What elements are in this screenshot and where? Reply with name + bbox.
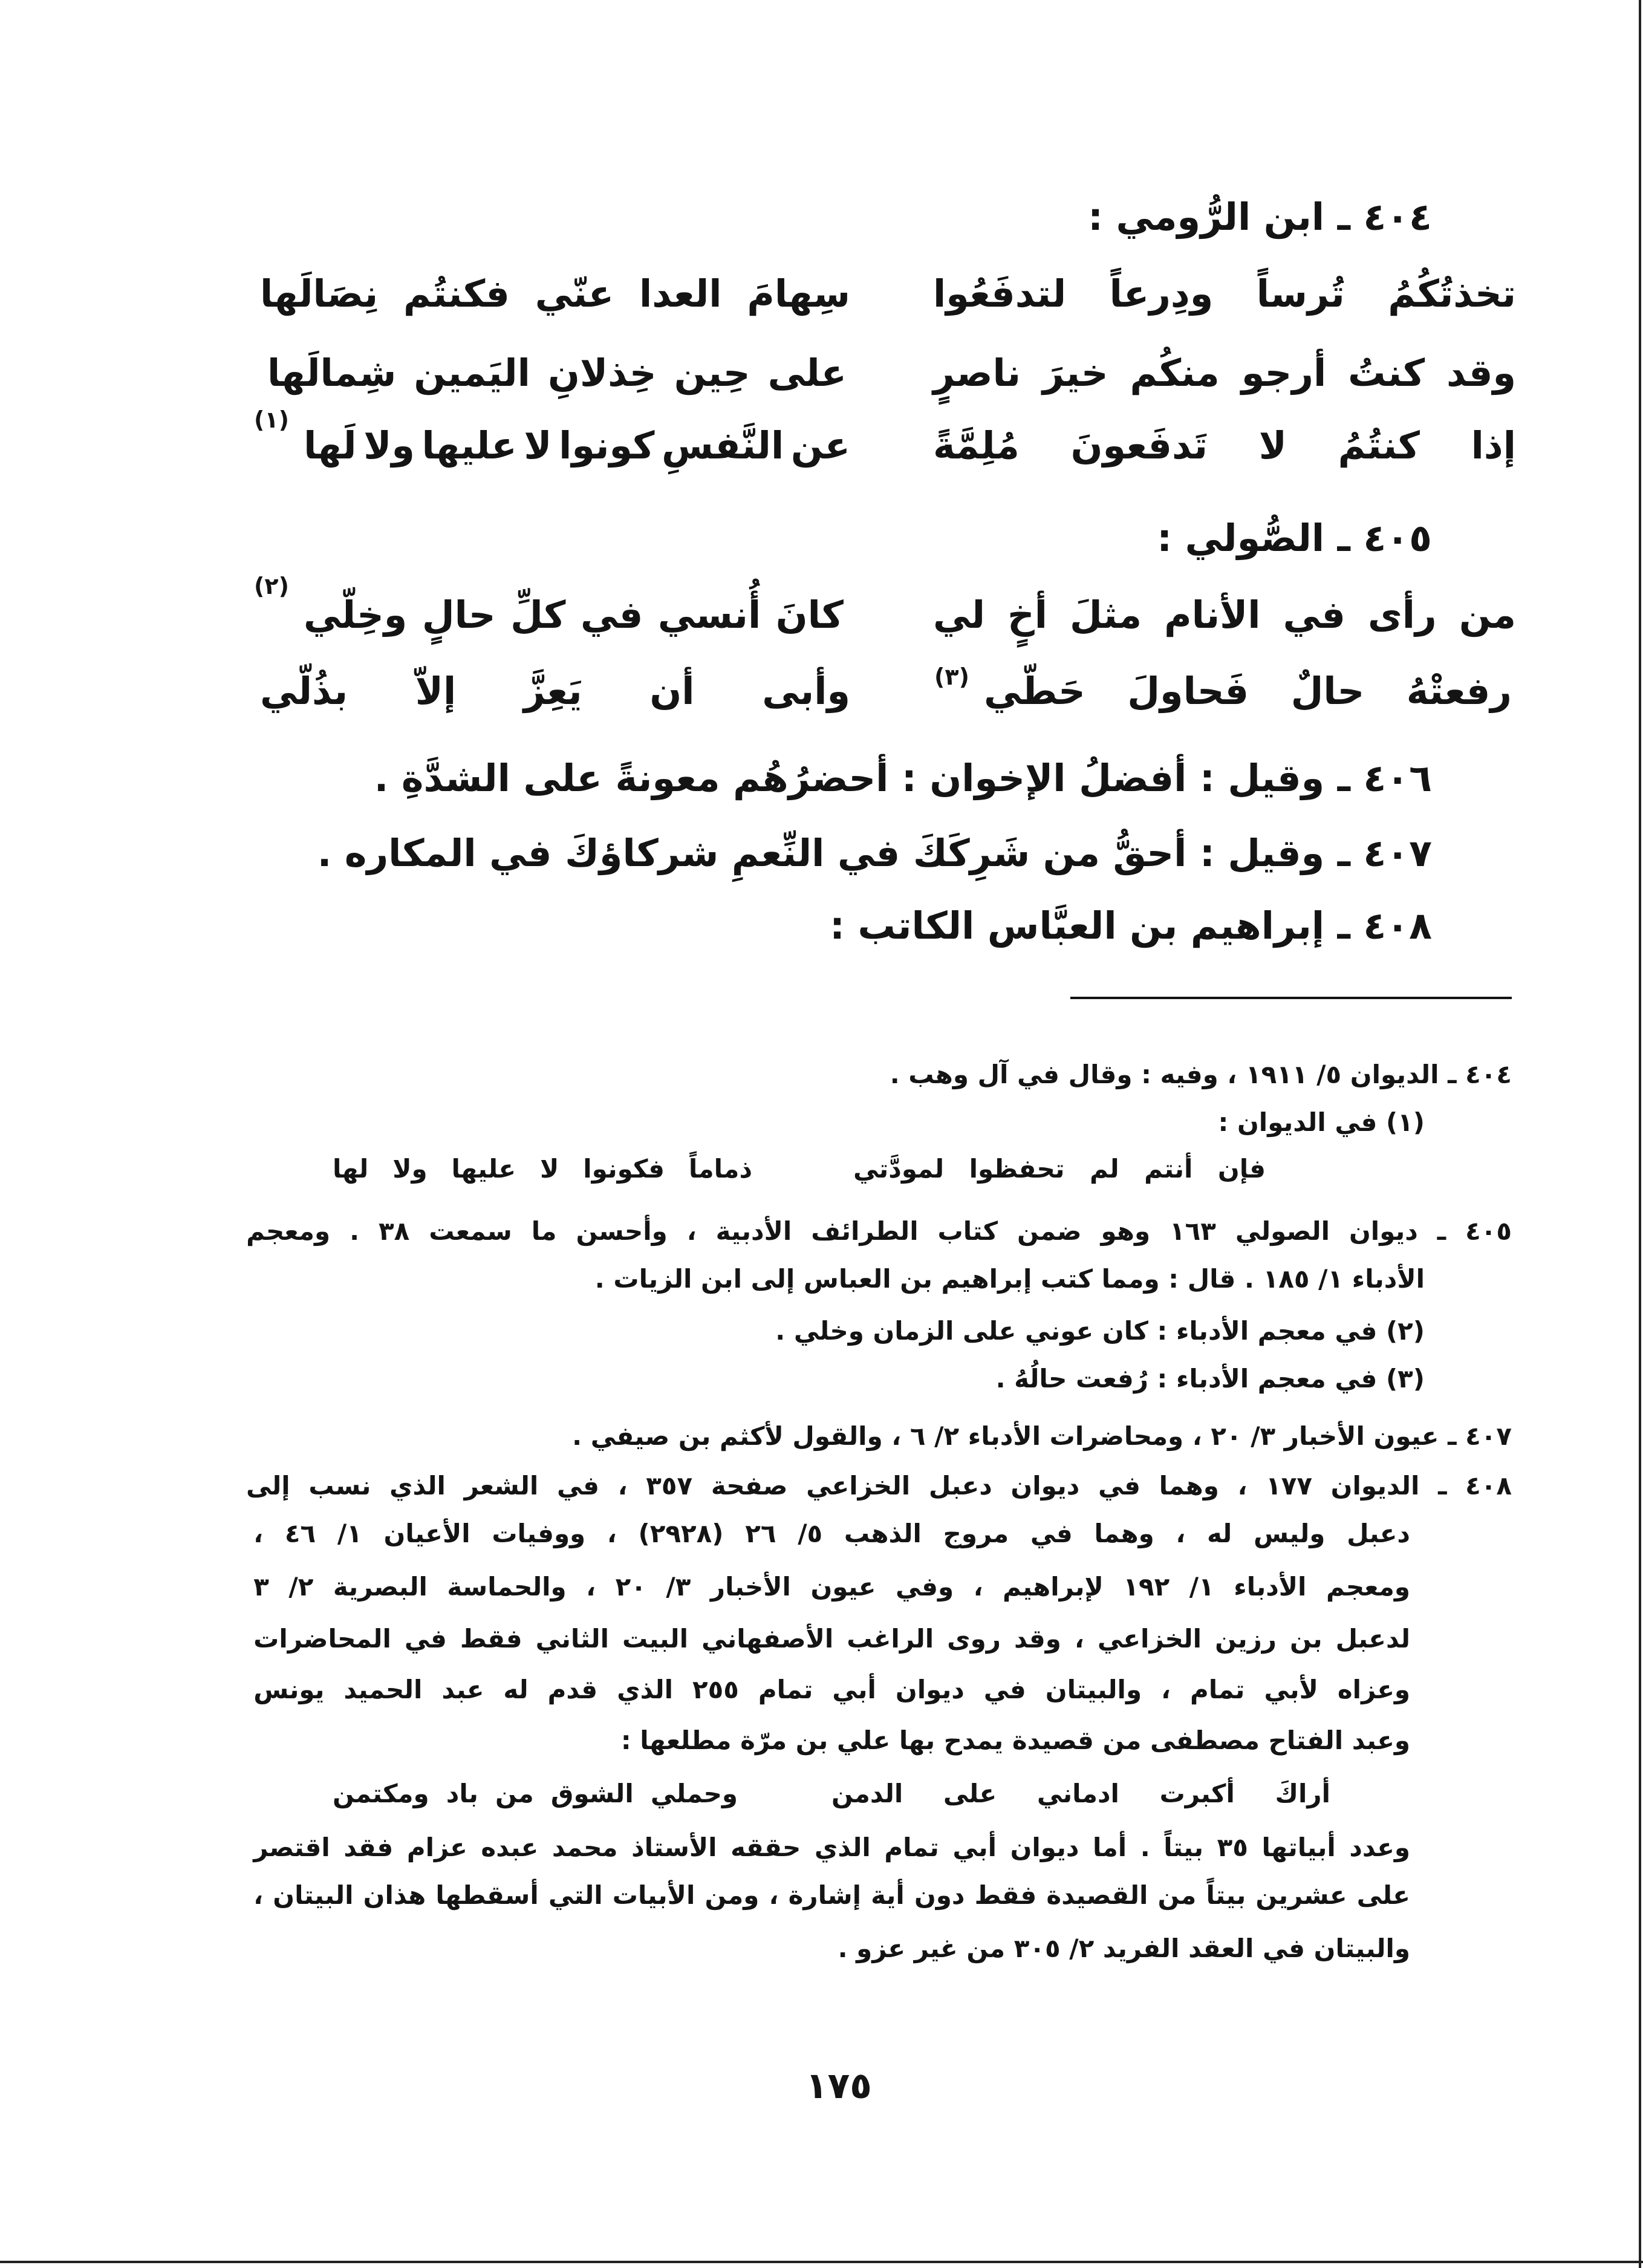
word: عزام (406, 1833, 467, 1862)
word: من (1459, 593, 1516, 637)
page-number: ١٧٥ (805, 2065, 872, 2107)
word: كونوا (559, 423, 655, 468)
word: عن (790, 423, 850, 468)
word: ، (253, 1519, 264, 1548)
entry-404-verse-3-second-hemistich (304, 418, 850, 474)
word: عليها (451, 1154, 516, 1184)
word: في (1098, 1471, 1140, 1501)
word: . (350, 1216, 360, 1246)
word: باد (446, 1779, 478, 1808)
word: القصيدة (1046, 1880, 1148, 1910)
word: ٣/ (666, 1572, 691, 1602)
word: تحفظوا (969, 1154, 1065, 1184)
word: لا (524, 423, 552, 468)
word: الخزاعي (806, 1471, 911, 1501)
word: وأحسن (576, 1216, 668, 1246)
word: فكنتُم (403, 272, 510, 316)
word: تَدفَعونَ (1070, 423, 1208, 468)
word: له (1207, 1519, 1232, 1548)
note-408-line-4 (253, 1620, 1410, 1658)
word: ٤٠٨ (1465, 1471, 1512, 1501)
note-408-line-8 (253, 1876, 1410, 1915)
footnote-marker-1: (١) (254, 406, 289, 433)
word: ووفيات (492, 1519, 586, 1548)
word: محمد (551, 1833, 618, 1862)
word: لَها (304, 423, 357, 468)
word: إذا (1471, 423, 1516, 468)
word: الشعر (464, 1471, 539, 1501)
word: حالٍ (421, 593, 496, 637)
word: أية (871, 1880, 905, 1910)
word: عنّي (535, 272, 614, 316)
entry-404-verse-2-first-hemistich (933, 345, 1516, 401)
word: مروج (943, 1519, 1009, 1548)
note-407: ٤٠٧ ـ عيون الأخبار ٣/ ٢٠ ، ومحاضرات الأدباء ٢/ ٦ ، والقول لأكثم بن صيفي . (572, 1421, 1512, 1451)
word: شِمالَها (267, 351, 397, 395)
entry-405-verse-2-first-hemistich (984, 663, 1512, 719)
word: وخِلّي (304, 593, 408, 637)
word: كانَ (775, 593, 844, 637)
word: ٥/ (798, 1519, 823, 1548)
entry-405-heading: ٤٠٥ ـ الصُّولي : (1157, 516, 1432, 560)
word: عشرين (1255, 1880, 1347, 1910)
word: حِين (674, 351, 750, 395)
word: فقط (460, 1624, 522, 1654)
word: والبيتان (1045, 1675, 1142, 1704)
word: لا (539, 1154, 559, 1184)
word: ، (253, 1880, 264, 1910)
word: النَّفسِ (662, 423, 784, 468)
entry-404-verse-1-first-hemistich (933, 266, 1516, 322)
note-405-line-2: الأدباء ١/ ١٨٥ . قال : ومما كتب إبراهيم بن العباس إلى ابن الزيات . (594, 1264, 1425, 1294)
word: وأبى (762, 669, 850, 713)
word: نِصَالَها (260, 272, 379, 316)
note-408-line-1 (246, 1467, 1512, 1505)
word: على (767, 351, 847, 395)
word: البيتان (273, 1880, 354, 1910)
footnote-marker-3: (٣) (934, 663, 969, 690)
word: فكونوا (583, 1154, 665, 1184)
word: الحميد (343, 1675, 423, 1704)
word: ادماني (1036, 1779, 1119, 1808)
word: العدا (639, 272, 722, 316)
word: لا (1258, 423, 1287, 468)
word: الأدبية (715, 1216, 792, 1246)
entry-406: ٤٠٦ ـ وقيل : أفضلُ الإخوان : أحضرُهُم معونةً على الشدَّةِ . (374, 756, 1432, 800)
word: لتدفَعُوا (933, 272, 1067, 316)
word: بيتاً (1206, 1880, 1246, 1910)
word: أراكَ (1275, 1779, 1330, 1808)
word: أبي (952, 1833, 997, 1862)
word: ناصرٍ (933, 351, 1021, 395)
word: ما (531, 1216, 557, 1246)
word: أرجو (1241, 351, 1327, 395)
word: الذي (617, 1675, 674, 1704)
word: ٣٨ (378, 1216, 410, 1246)
word: ٣٥٧ (646, 1471, 693, 1501)
word: دعبل (1347, 1519, 1410, 1548)
word: البيت (622, 1624, 688, 1654)
word: ٣ (253, 1572, 269, 1602)
word: ولا (363, 423, 415, 468)
word: الأنام (1164, 593, 1261, 637)
word: الثاني (535, 1624, 610, 1654)
word: بن (1290, 1624, 1323, 1654)
word: كنتُمُ (1338, 423, 1420, 468)
word: أبي (832, 1675, 876, 1704)
word: اقتصر (253, 1833, 330, 1862)
word: ودِرعاً (1109, 272, 1214, 316)
word: ومن (704, 1880, 760, 1910)
entry-405-verse-1-second-hemistich (304, 587, 844, 643)
entry-404-verse-2-second-hemistich (267, 345, 847, 401)
word: الخزاعي (1097, 1624, 1202, 1654)
word: تخذتُكُمُ (1388, 272, 1516, 316)
note-408-line-6: وعبد الفتاح مصطفى من قصيدة يمدح بها علي بن مرّة مطلعها : (620, 1725, 1410, 1755)
word: ١/ (1189, 1572, 1214, 1602)
word: سِهامَ (747, 272, 850, 316)
word: منكُم (1130, 351, 1220, 395)
page-edge-right (1639, 0, 1641, 2268)
word: الأدباء (1234, 1572, 1307, 1602)
word: عيون (810, 1572, 876, 1602)
note-404-verse-first-hemistich (853, 1150, 1266, 1188)
word: حَطّي (984, 669, 1085, 713)
word: اليَمين (414, 351, 530, 395)
word: لها (333, 1154, 369, 1184)
word: ١٩٢ (1123, 1572, 1170, 1602)
word: ـ (1438, 1471, 1447, 1501)
note-404-verse-second-hemistich (333, 1150, 752, 1188)
word: وليس (1254, 1519, 1326, 1548)
word: الأصفهاني (701, 1624, 834, 1654)
word: تمام (1189, 1675, 1245, 1704)
word: ، (1176, 1519, 1186, 1548)
word: عبد (441, 1675, 484, 1704)
word: المحاضرات (253, 1624, 391, 1654)
word: دون (914, 1880, 965, 1910)
word: ومعجم (246, 1216, 331, 1246)
word: صفحة (711, 1471, 788, 1501)
word: ومكتمن (333, 1779, 429, 1808)
note-408-line-3 (253, 1568, 1410, 1606)
word: عليها (421, 423, 517, 468)
word: الراغب (847, 1624, 934, 1654)
word: لدعبل (1335, 1624, 1410, 1654)
word: ، (769, 1880, 779, 1910)
entry-405-verse-1-first-hemistich (933, 587, 1516, 643)
word: الشوق (550, 1779, 634, 1808)
word: وقد (1446, 351, 1516, 395)
word: الأعيان (383, 1519, 470, 1548)
word: الأبيات (612, 1880, 695, 1910)
word: ومعجم (1326, 1572, 1410, 1602)
word: نسب (308, 1471, 371, 1501)
note-404-sub-1: (١) في الديوان : (1218, 1107, 1425, 1137)
word: في (1283, 593, 1345, 637)
word: روى (947, 1624, 1001, 1654)
note-408-line-9: والبيتان في العقد الفريد ٢/ ٣٠٥ من غير عزو . (838, 1934, 1410, 1963)
word: إشارة (788, 1880, 862, 1910)
word: فإن (1217, 1154, 1266, 1184)
word: وهو (1101, 1216, 1151, 1246)
word: أما (1093, 1833, 1127, 1862)
word: البصرية (333, 1572, 428, 1602)
word: ٣٥ (1217, 1833, 1248, 1862)
word: . (1140, 1833, 1150, 1862)
word: أخٍ (1007, 593, 1047, 637)
word: سمعت (429, 1216, 512, 1246)
word: له (503, 1675, 529, 1704)
word: أنتم (1144, 1154, 1193, 1184)
entry-407: ٤٠٧ ـ وقيل : أحقُّ من شَرِكَكَ في النِّعمِ شركاؤكَ في المكاره . (317, 831, 1432, 875)
word: الدمن (831, 1779, 903, 1808)
word: رفعتْهُ (1406, 669, 1512, 713)
note-404: ٤٠٤ ـ الديوان ٥/ ١٩١١ ، وفيه : وقال في آل وهب . (890, 1060, 1512, 1089)
word: ، (617, 1471, 628, 1501)
word: تمام (884, 1833, 939, 1862)
word: أكبرت (1159, 1779, 1235, 1808)
word: في (983, 1675, 1026, 1704)
word: وعزاه (1337, 1675, 1410, 1704)
note-408-verse-first-hemistich (831, 1774, 1330, 1813)
word: وفي (895, 1572, 954, 1602)
word: لم (1089, 1154, 1119, 1184)
word: خِذلانِ (548, 351, 657, 395)
word: الديوان (1330, 1471, 1420, 1501)
word: ديوان (1010, 1833, 1079, 1862)
word: يَعِزَّ (523, 669, 582, 713)
word: ٤٦ (284, 1519, 316, 1548)
word: وعدد (1349, 1833, 1410, 1862)
word: ضمن (1017, 1216, 1082, 1246)
page-edge-bottom (0, 2261, 1643, 2263)
entry-405-verse-2-second-hemistich (260, 663, 850, 719)
entry-408-heading: ٤٠٨ ـ إبراهيم بن العبَّاس الكاتب : (830, 904, 1432, 948)
word: الذهب (844, 1519, 922, 1548)
note-405-line-1 (246, 1212, 1512, 1251)
word: في (404, 1624, 447, 1654)
word: خيرَ (1042, 351, 1108, 395)
entry-404-verse-3-first-hemistich (933, 418, 1516, 474)
word: فقط (974, 1880, 1037, 1910)
word: بذُلّي (260, 669, 348, 713)
word: دعبل (928, 1471, 992, 1501)
word: ٢٠ (615, 1572, 646, 1602)
word: ، (973, 1572, 983, 1602)
note-405-sub-2: (٢) في معجم الأدباء : كان عوني على الزمان وخلي . (775, 1316, 1425, 1346)
word: ، (607, 1519, 617, 1548)
word: من (1157, 1880, 1197, 1910)
word: كتاب (937, 1216, 998, 1246)
word: أبياتها (1261, 1833, 1336, 1862)
word: ، (1161, 1675, 1171, 1704)
word: ٢٦ (745, 1519, 776, 1548)
word: على (1356, 1880, 1410, 1910)
word: يونس (253, 1675, 325, 1704)
word: ٢/ (288, 1572, 314, 1602)
word: التي (548, 1880, 603, 1910)
word: ديوان (1349, 1216, 1418, 1246)
word: ديوان (1010, 1471, 1080, 1501)
word: الذي (814, 1833, 871, 1862)
word: من (495, 1779, 534, 1808)
word: وهما (1094, 1519, 1154, 1548)
word: ولا (392, 1154, 428, 1184)
word: حالٌ (1290, 669, 1365, 713)
word: أن (649, 669, 695, 713)
note-408-line-2 (253, 1514, 1410, 1553)
word: في (557, 1471, 599, 1501)
word: قدم (547, 1675, 598, 1704)
footnote-marker-2: (٢) (254, 573, 289, 599)
word: تمام (758, 1675, 813, 1704)
word: وقد (1013, 1624, 1061, 1654)
word: رزين (1215, 1624, 1277, 1654)
note-408-verse-second-hemistich (333, 1774, 738, 1813)
word: بيتاً (1163, 1833, 1204, 1862)
word: ، (586, 1572, 596, 1602)
word: في (581, 593, 643, 637)
word: ذماماً (688, 1154, 752, 1184)
word: أسقطها (435, 1880, 539, 1910)
word: حققه (730, 1833, 801, 1862)
word: ٤٠٥ (1465, 1216, 1512, 1246)
note-405-sub-3: (٣) في معجم الأدباء : رُفعت حالُهُ . (995, 1364, 1425, 1393)
word: والحماسة (447, 1572, 567, 1602)
word: على (943, 1779, 997, 1808)
word: إلاّ (415, 669, 457, 713)
word: وهما (1159, 1471, 1219, 1501)
word: لي (933, 593, 986, 637)
word: مثلَ (1070, 593, 1142, 637)
word: مُلِمَّةً (933, 423, 1020, 468)
word: إلى (246, 1471, 290, 1501)
entry-404-heading: ٤٠٤ ـ ابن الرُّومي : (1088, 195, 1432, 239)
word: هذان (363, 1880, 426, 1910)
word: عبده (481, 1833, 539, 1862)
word: ١٧٧ (1266, 1471, 1312, 1501)
word: كلِّ (510, 593, 566, 637)
word: لمودَّتي (853, 1154, 945, 1184)
word: ، (1074, 1624, 1084, 1654)
word: ، (1237, 1471, 1248, 1501)
word: ٢٥٥ (692, 1675, 739, 1704)
footnote-separator (1070, 997, 1512, 999)
word: ، (686, 1216, 697, 1246)
word: (٢٩٢٨) (638, 1519, 724, 1548)
word: الذي (389, 1471, 446, 1501)
word: ١٦٣ (1170, 1216, 1216, 1246)
word: الطرائف (811, 1216, 919, 1246)
word: لأبي (1264, 1675, 1318, 1704)
word: أُنسي (657, 593, 761, 637)
word: الأستاذ (631, 1833, 717, 1862)
word: وحملي (650, 1779, 738, 1808)
entry-404-verse-1-second-hemistich (260, 266, 850, 322)
word: فقد (343, 1833, 394, 1862)
word: الصولي (1235, 1216, 1330, 1246)
word: ـ (1437, 1216, 1446, 1246)
word: لإبراهيم (1003, 1572, 1104, 1602)
note-408-line-5 (253, 1670, 1410, 1709)
word: فَحاولَ (1127, 669, 1249, 713)
word: كنتُ (1348, 351, 1425, 395)
word: الأخبار (710, 1572, 791, 1602)
note-408-line-7 (253, 1828, 1410, 1867)
word: تُرساً (1256, 272, 1345, 316)
word: في (1030, 1519, 1073, 1548)
word: ١/ (337, 1519, 362, 1548)
word: ديوان (895, 1675, 965, 1704)
word: رأى (1367, 593, 1437, 637)
